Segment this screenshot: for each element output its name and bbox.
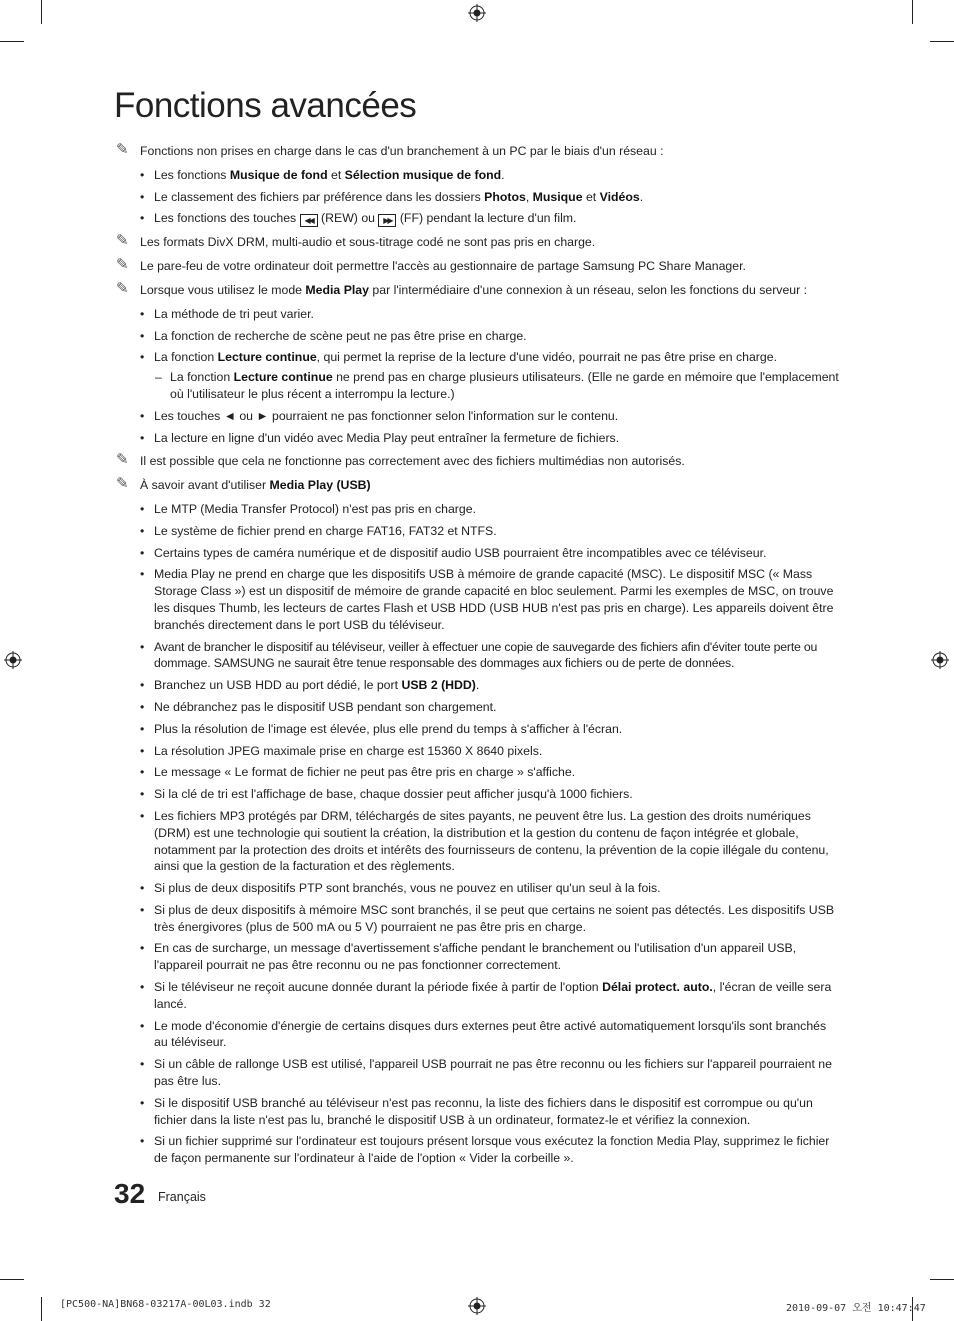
- registration-mark-icon: [468, 1297, 486, 1315]
- list-item: • Si un fichier supprimé sur l'ordinateur est toujours présent lorsque vous exécutez la fonction Media Play, supprimez le fichier de façon permanente sur l'ordinateur à l'aide de l'option « Vider la corbeille ».: [116, 1133, 840, 1167]
- list-item: • Les fonctions Musique de fond et Sélection musique de fond.: [116, 167, 840, 184]
- list-item: • La lecture en ligne d'un vidéo avec Media Play peut entraîner la fermeture de fichiers.: [116, 430, 840, 447]
- bullet-list: [116, 501, 840, 1167]
- list-item: • Si plus de deux dispositifs PTP sont branchés, vous ne pouvez en utiliser qu'un seul à la fois.: [116, 880, 840, 897]
- pen-note-icon: ✎: [116, 256, 129, 274]
- list-item: • Si plus de deux dispositifs à mémoire MSC sont branchés, il se peut que certains ne soient pas détectés. Les dispositifs USB très énergivores (plus de 500 mA ou 5 V) pourraient ne pas être pris en charge.: [116, 902, 840, 936]
- pen-note-icon: ✎: [116, 141, 129, 158]
- list-item: • En cas de surcharge, un message d'avertissement s'affiche pendant le branchement ou l'utilisation d'un appareil USB, l'appareil pourrait ne pas être reconnu ou ne pas fonctionner correctement.: [116, 940, 840, 974]
- list-item: • Si un câble de rallonge USB est utilisé, l'appareil USB pourrait ne pas être reconnu ou les fichiers sur l'appareil pourraient ne pas être lus.: [116, 1056, 840, 1090]
- page-number: 32: [114, 1178, 146, 1209]
- list-item: • Le message « Le format de fichier ne peut pas être pris en charge » s'affiche.: [116, 764, 840, 781]
- crop-mark: [41, 0, 42, 24]
- crop-mark: [930, 1279, 954, 1280]
- note: [116, 453, 840, 470]
- pen-note-icon: ✎: [116, 279, 129, 297]
- crop-mark: [41, 1297, 42, 1321]
- pen-note-icon: ✎: [116, 475, 129, 493]
- list-item: • Si le téléviseur ne reçoit aucune donnée durant la période fixée à partir de l'option Délai protect. auto., l'écran de veille sera lancé.: [116, 979, 840, 1013]
- list-item: • Le mode d'économie d'énergie de certains disques durs externes peut être activé automatiquement lorsqu'ils sont branchés au téléviseur.: [116, 1018, 840, 1052]
- list-item: • Les fichiers MP3 protégés par DRM, téléchargés de sites payants, ne peuvent être lus. La gestion des droits numériques (DRM) est une technologie qui soutient la création, la distribution et la gestion du contenu de façon intégrée et globale, notamment par la protection des droits et intérêts des fournisseurs de contenu, la prévention de la copie illégale du contenu, ainsi que la gestion de la facturation et des règlements.: [116, 808, 840, 875]
- pen-note-icon: ✎: [116, 232, 129, 250]
- registration-mark-icon: [4, 651, 22, 669]
- pen-note-icon: ✎: [116, 451, 129, 469]
- print-file-info: [PC500-NA]BN68-03217A-00L03.indb 32: [60, 1299, 271, 1310]
- note: ✎ À savoir avant d'utiliser Media Play (USB): [116, 475, 371, 493]
- note: [116, 234, 840, 251]
- page-content: [116, 143, 840, 1174]
- rewind-icon: ◀◀: [300, 214, 318, 227]
- note-text: Les formats DivX DRM, multi-audio et sous-titrage codé ne sont pas pris en charge.: [140, 235, 596, 250]
- list-item: • La résolution JPEG maximale prise en charge est 15360 X 8640 pixels.: [116, 743, 840, 760]
- list-item: • Les touches ◄ ou ► pourraient ne pas fonctionner selon l'information sur le contenu.: [116, 408, 840, 425]
- page-title: Fonctions avancées: [114, 86, 417, 125]
- bullet-list: [116, 306, 840, 447]
- note: ✎ Lorsque vous utilisez le mode Media Play par l'intermédiaire d'une connexion à un réseau, selon les fonctions du serveur :: [116, 279, 808, 297]
- print-timestamp: 2010-09-07 오전 10:47:47: [786, 1303, 926, 1314]
- note-text: Le pare-feu de votre ordinateur doit permettre l'accès au gestionnaire de partage Samsung PC Share Manager.: [140, 259, 746, 274]
- crop-mark: [0, 1279, 24, 1280]
- list-item: • La fonction de recherche de scène peut ne pas être prise en charge.: [116, 328, 840, 345]
- list-item: • Branchez un USB HDD au port dédié, le port USB 2 (HDD).: [116, 677, 840, 694]
- list-item: • Plus la résolution de l'image est élevée, plus elle prend du temps à s'afficher à l'écran.: [116, 721, 840, 738]
- registration-mark-icon: [931, 651, 949, 669]
- list-item: • La méthode de tri peut varier.: [116, 306, 840, 323]
- list-item: • Si le dispositif USB branché au téléviseur n'est pas reconnu, la liste des fichiers dans le dispositif est corrompue ou qu'un fichier dans la liste n'est pas lu, branché le dispositif USB à un ordinateur, formatez-le et vérifiez la connexion.: [116, 1095, 840, 1129]
- list-item: • La fonction Lecture continue, qui permet la reprise de la lecture d'une vidéo, pourrait ne pas être prise en charge.: [116, 349, 840, 366]
- list-item: • Media Play ne prend en charge que les dispositifs USB à mémoire de grande capacité (MSC). Le dispositif MSC (« Mass Storage Class ») est un dispositif de mémoire de grande capacité en bloc seulement. Parmi les exemples de MSC, on trouve les disques Thumb, les lecteurs de cartes Flash et USB HDD (USB HUB n'est pas pris en charge). Les appareils doivent être branchés directement dans le port USB du téléviseur.: [116, 566, 840, 633]
- registration-mark-icon: [468, 4, 486, 22]
- note-text: Fonctions non prises en charge dans le cas d'un branchement à un PC par le biais d'un réseau :: [140, 144, 664, 158]
- list-item: • Avant de brancher le dispositif au téléviseur, veiller à effectuer une copie de sauvegarde des fichiers afin d'éviter toute perte ou dommage. SAMSUNG ne saurait être tenue responsable des dommages aux fichiers ou de perte de données.: [116, 639, 840, 673]
- note: [116, 258, 840, 275]
- note-text: Il est possible que cela ne fonctionne pas correctement avec des fichiers multimédias non autorisés.: [140, 454, 685, 469]
- language-label: Français: [158, 1190, 206, 1204]
- fast-forward-icon: ▶▶: [378, 214, 396, 227]
- list-item: • Le classement des fichiers par préférence dans les dossiers Photos, Musique et Vidéos.: [116, 189, 840, 206]
- list-item: • Certains types de caméra numérique et de dispositif audio USB pourraient être incompatibles avec ce téléviseur.: [116, 545, 840, 562]
- note: [116, 143, 840, 160]
- bullet-list: [116, 167, 840, 228]
- list-item: • Ne débranchez pas le dispositif USB pendant son chargement.: [116, 699, 840, 716]
- sub-item: – La fonction Lecture continue ne prend pas en charge plusieurs utilisateurs. (Elle ne garde en mémoire que l'emplacement où l'utilisateur le plus récent a interrompu la lecture.): [116, 369, 840, 403]
- list-item: • Le système de fichier prend en charge FAT16, FAT32 et NTFS.: [116, 523, 840, 540]
- crop-mark: [912, 0, 913, 24]
- list-item: • Les fonctions des touches ◀◀ (REW) ou ▶▶ (FF) pendant la lecture d'un film.: [116, 210, 840, 227]
- list-item: • Si la clé de tri est l'affichage de base, chaque dossier peut afficher jusqu'à 1000 fichiers.: [116, 786, 840, 803]
- crop-mark: [0, 41, 24, 42]
- crop-mark: [930, 41, 954, 42]
- list-item: • Le MTP (Media Transfer Protocol) n'est pas pris en charge.: [116, 501, 840, 518]
